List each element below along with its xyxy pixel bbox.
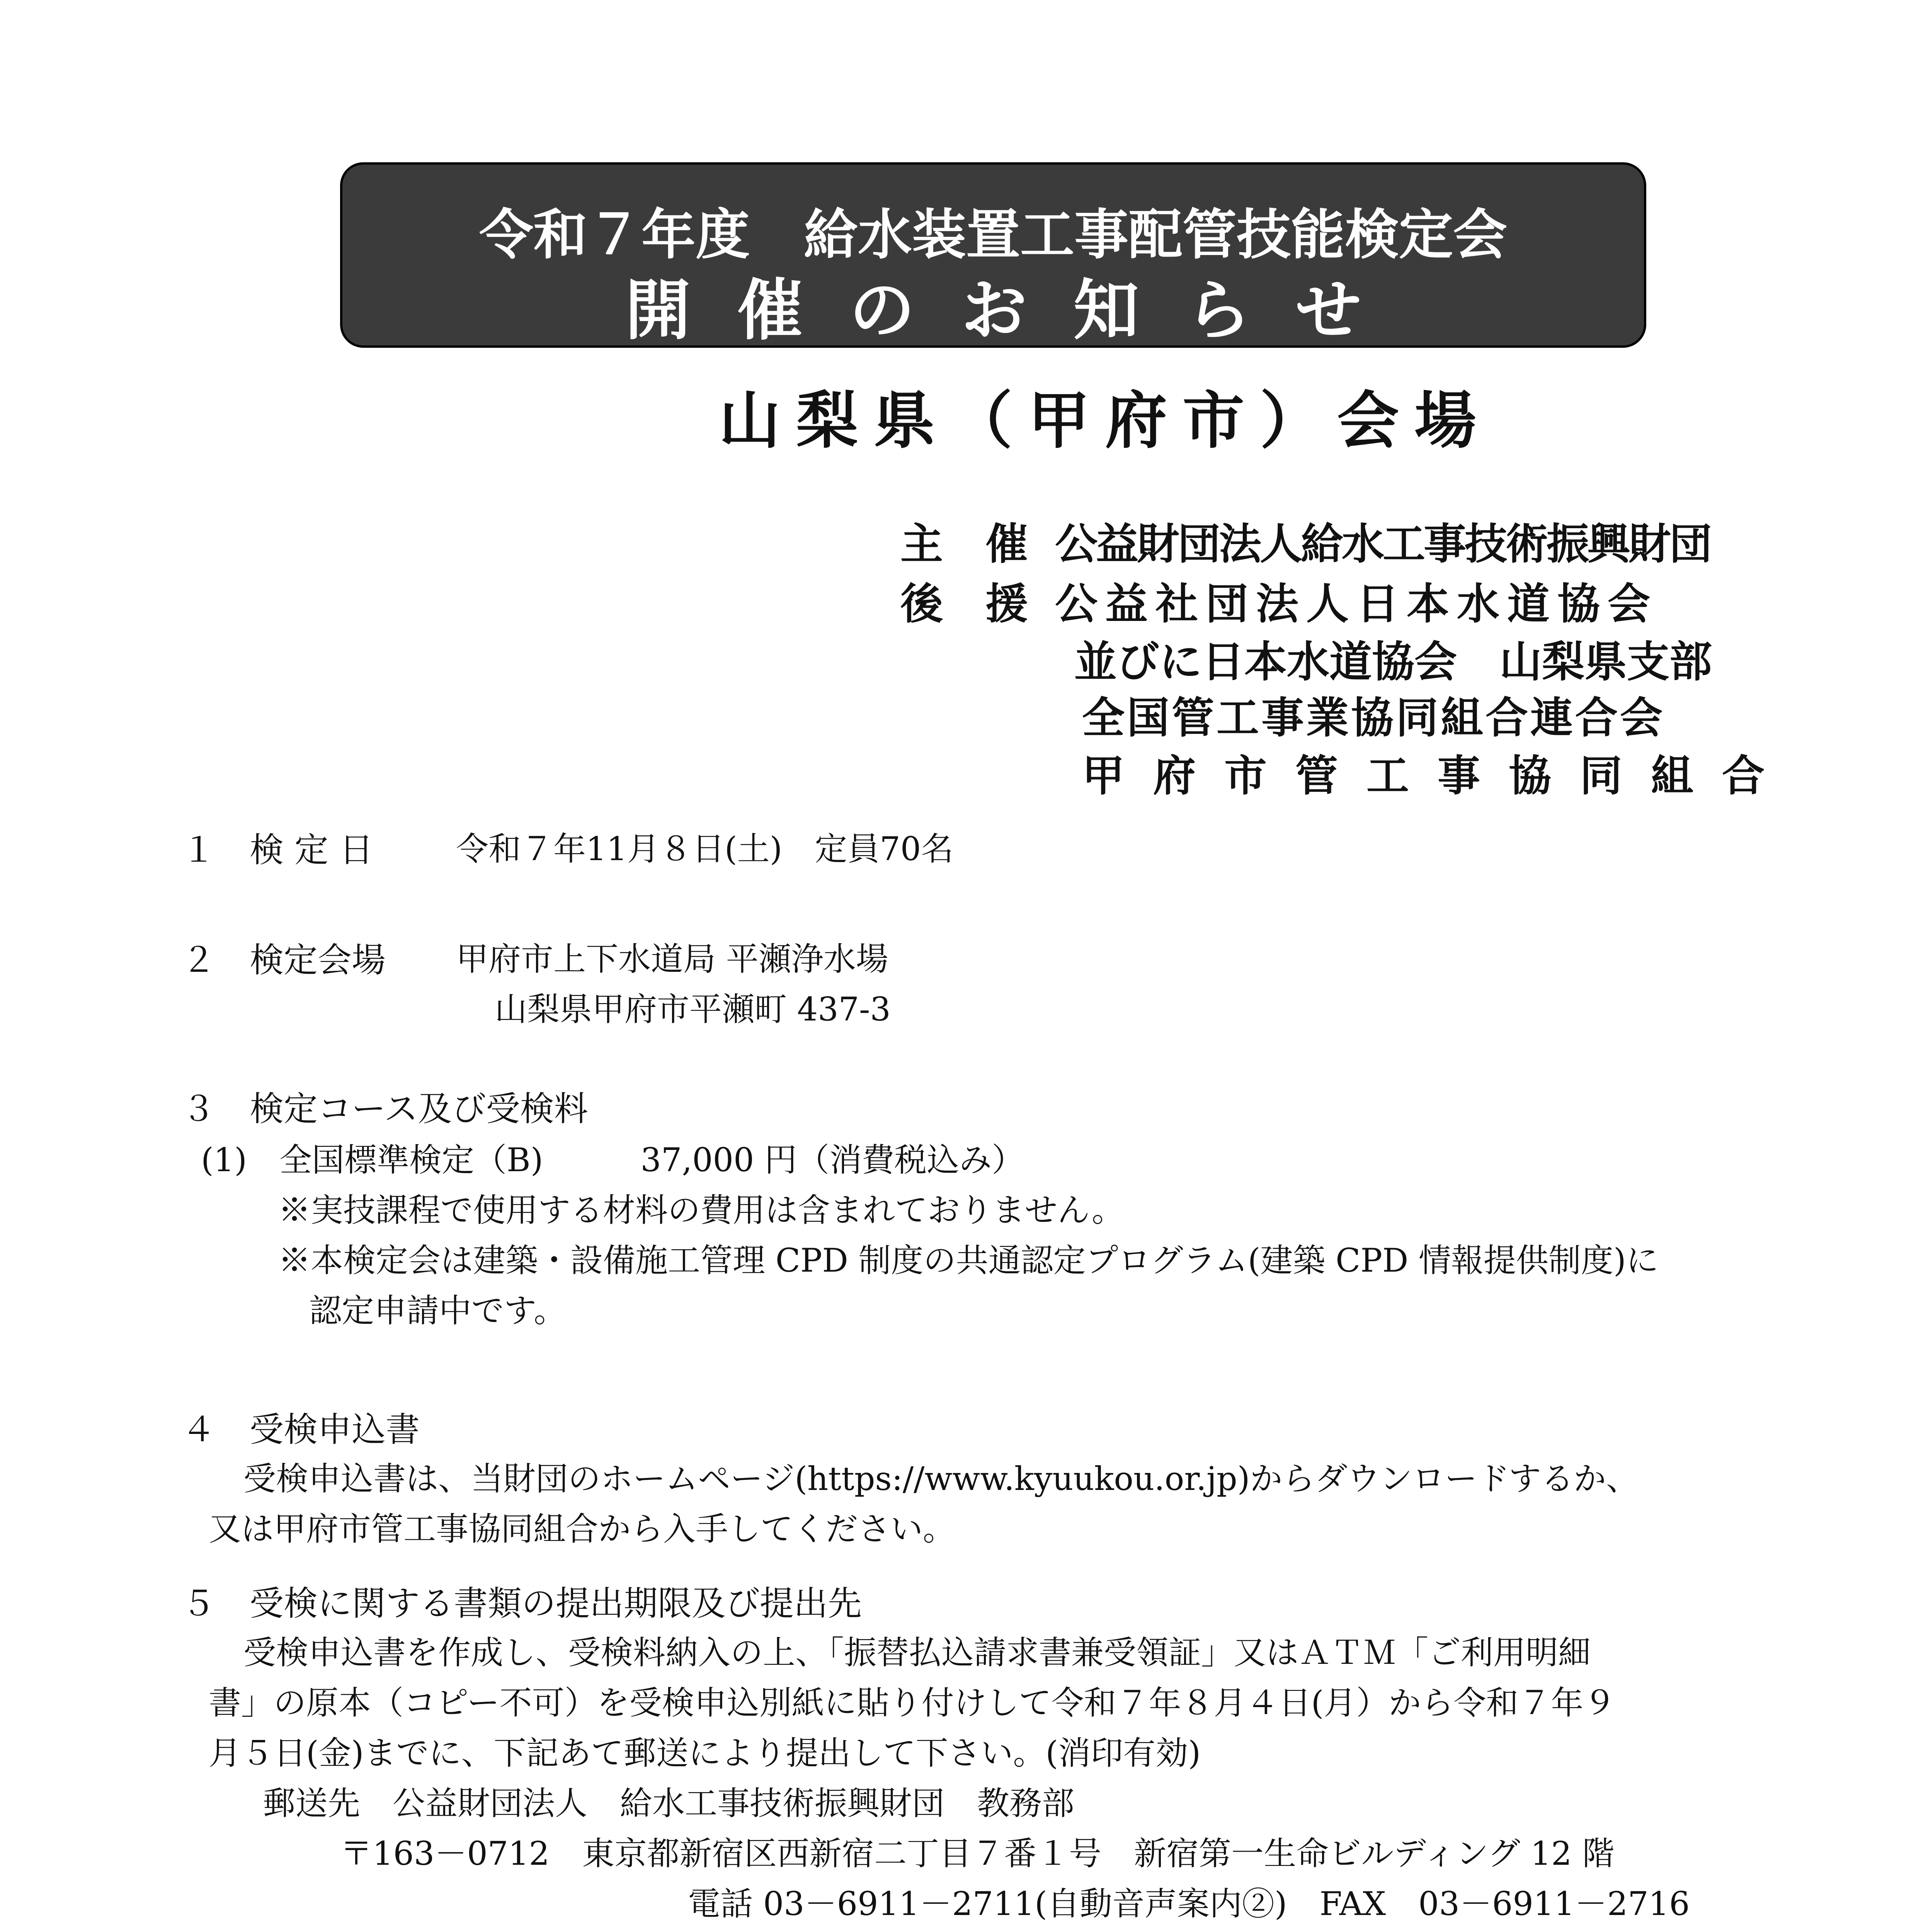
course-fee: (1) 全国標準検定（B) 37,000 円（消費税込み）: [201, 1141, 1024, 1179]
application-text-1: 受検申込書は、当財団のホームページ(https://www.kyuukou.or.jp)からダウンロードするか、: [243, 1460, 1639, 1498]
venue-address: 山梨県甲府市平瀬町 437-3: [495, 990, 891, 1028]
supporter-3: 全国管工事業協同組合連合会: [1082, 693, 1665, 743]
section-2-heading: ２ 検定会場: [182, 940, 386, 980]
supporter-1: 公益社団法人日本水道協会: [1055, 579, 1658, 629]
title-box: [340, 162, 1646, 348]
mail-to: 郵送先 公益財団法人 給水工事技術振興財団 教務部: [263, 1784, 1075, 1822]
section-3-heading: ３ 検定コース及び受検料: [182, 1089, 588, 1129]
title-line-1: 令和７年度 給水装置工事配管技能検定会: [479, 204, 1507, 267]
supporter-4: 甲府市管工事協同組合: [1082, 751, 1793, 801]
submission-text-3: 月５日(金)までに、下記あて郵送により提出して下さい。(消印有効): [209, 1734, 1201, 1772]
course-note-1: ※実技課程で使用する材料の費用は含まれておりません。: [278, 1191, 1125, 1229]
host-name: 公益財団法人給水工事技術振興財団: [1055, 519, 1710, 569]
course-note-2: ※本検定会は建築・設備施工管理 CPD 制度の共通認定プログラム(建築 CPD 情報提供制度)に: [278, 1242, 1659, 1279]
section-1-heading: １ 検 定 日: [182, 830, 373, 870]
submission-text-1: 受検申込書を作成し、受検料納入の上、「振替払込請求書兼受領証」又はＡＴＭ「ご利用明細: [243, 1634, 1591, 1672]
support-label: 後 援: [900, 579, 1028, 629]
contact-phone: 電話 03－6911－2711(自動音声案内②) FAX 03－6911－2716: [688, 1885, 1690, 1923]
section-4-heading: ４ 受検申込書: [182, 1410, 420, 1449]
supporter-2: 並びに日本水道協会 山梨県支部: [1074, 637, 1712, 687]
application-text-2: 又は甲府市管工事協同組合から入手してください。: [209, 1510, 956, 1548]
submission-text-2: 書」の原本（コピー不可）を受検申込別紙に貼り付けして令和７年８月４日(月）から令和７年９: [209, 1684, 1616, 1722]
title-line-2: 開催のお知らせ: [625, 272, 1408, 349]
course-note-2b: 認定申請中です。: [309, 1292, 567, 1330]
exam-date: 令和７年11月８日(土) 定員70名: [456, 830, 954, 868]
host-label: 主 催: [900, 519, 1028, 569]
venue-title: 山梨県（甲府市）会場: [719, 384, 1492, 457]
mail-address: 〒163－0712 東京都新宿区西新宿二丁目７番１号 新宿第一生命ビルディング 12 階: [340, 1835, 1615, 1872]
section-5-heading: ５ 受検に関する書類の提出期限及び提出先: [182, 1583, 862, 1623]
venue-name: 甲府市上下水道局 平瀬浄水場: [456, 940, 888, 978]
